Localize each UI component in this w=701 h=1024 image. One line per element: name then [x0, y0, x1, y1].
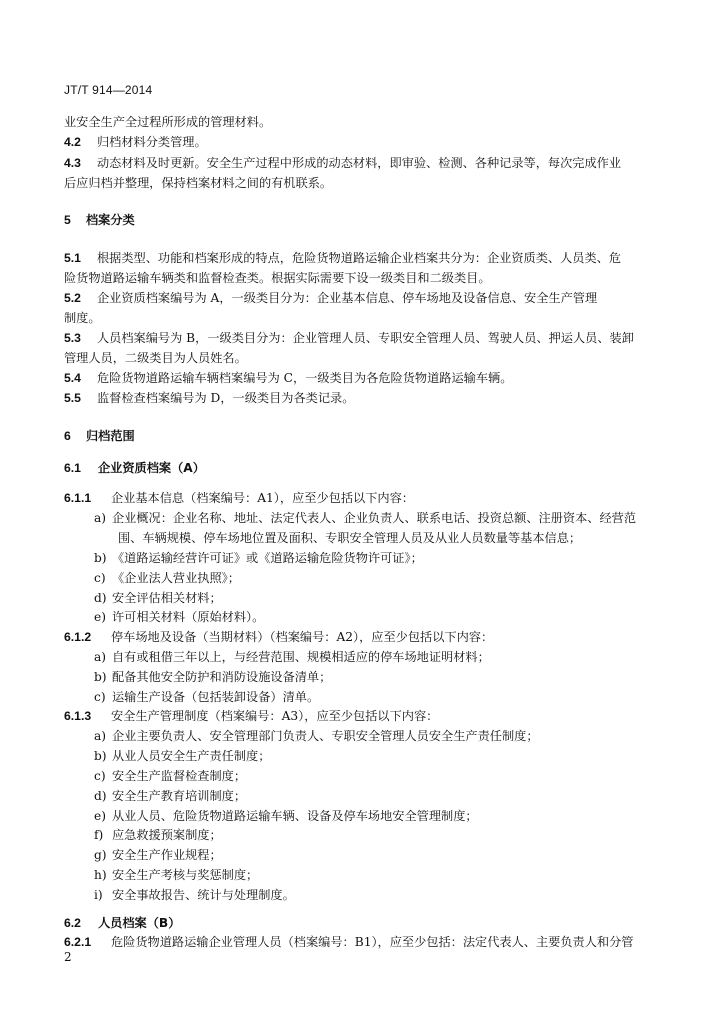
- list-item-e: [94, 808, 478, 824]
- list-text: 应急救援预案制度；: [112, 828, 222, 842]
- clause-5-1: [64, 250, 621, 266]
- clause-continuation: 险货物道路运输车辆类和监督检查类。根据实际需要下设一级类目和二级类目。: [64, 271, 491, 285]
- list-item-continuation: 围、车辆规模、停车场地位置及面积、专职安全管理人员及从业人员数量等基本信息；: [118, 531, 582, 545]
- list-label: c): [94, 571, 106, 585]
- section-title: 档案分类: [86, 213, 135, 227]
- list-text: 安全生产监督检查制度；: [112, 769, 247, 783]
- list-label: i): [94, 888, 103, 902]
- subsection-heading-6-2: [64, 915, 180, 931]
- list-text: 企业主要负责人、安全管理部门负责人、专职安全管理人员安全生产责任制度；: [112, 729, 539, 743]
- clause-text: 危险货物道路运输车辆档案编号为 C，一级类目为各危险货物道路运输车辆。: [97, 371, 513, 385]
- clause-5-4: [64, 370, 512, 386]
- list-item-i: [94, 887, 295, 903]
- clause-5-3: [64, 330, 634, 346]
- list-item-a: [94, 649, 490, 665]
- list-text: 从业人员安全生产责任制度；: [112, 749, 271, 763]
- clause-text: 动态材料及时更新。安全生产过程中形成的动态材料，即审验、检测、各种记录等，每次完成作业: [97, 156, 622, 170]
- list-text: 运输生产设备（包括装卸设备）清单。: [112, 690, 320, 704]
- list-label: c): [94, 690, 106, 704]
- list-text: 安全生产作业规程；: [112, 848, 222, 862]
- list-item-c: [94, 570, 240, 586]
- clause-continuation: 管理人员，二级类目为人员姓名。: [64, 351, 247, 365]
- paragraph-line: 业安全生产全过程所形成的管理材料。: [64, 115, 272, 129]
- clause-number: 6.2.1: [64, 935, 92, 949]
- clause-number: 4.3: [64, 156, 81, 170]
- list-text: 安全事故报告、统计与处理制度。: [112, 888, 295, 902]
- list-label: f): [94, 828, 104, 842]
- clause-text: 监督检查档案编号为 D，一级类目为各类记录。: [97, 391, 355, 405]
- clause-number: 4.2: [64, 135, 81, 149]
- list-text: 安全评估相关材料；: [112, 591, 222, 605]
- clause-number: 5.5: [64, 391, 81, 405]
- clause-text: 人员档案编号为 B，一级类目分为：企业管理人员、专职安全管理人员、驾驶人员、押运人员、装卸: [97, 331, 634, 345]
- clause-text: 企业资质档案编号为 A，一级类目分为：企业基本信息、停车场地及设备信息、安全生产管理: [97, 291, 598, 305]
- list-item-c: [94, 689, 319, 705]
- section-title: 人员档案（B）: [98, 916, 181, 930]
- list-item-a: [94, 728, 539, 744]
- clause-4-3: [64, 155, 621, 171]
- list-item-d: [94, 788, 246, 804]
- list-item-c: [94, 768, 246, 784]
- list-label: a): [94, 511, 107, 525]
- list-item-b: [94, 748, 270, 764]
- list-text: 许可相关材料（原始材料）。: [112, 610, 265, 624]
- list-label: e): [94, 809, 106, 823]
- section-number: 5: [64, 213, 71, 227]
- clause-number: 5.1: [64, 251, 81, 265]
- list-label: d): [94, 591, 107, 605]
- list-label: g): [94, 848, 107, 862]
- section-title: 归档范围: [86, 429, 135, 443]
- section-title: 企业资质档案（A）: [98, 461, 205, 475]
- list-label: c): [94, 769, 106, 783]
- list-label: a): [94, 729, 107, 743]
- list-text: 自有或租借三年以上，与经营范围、规模相适应的停车场地证明材料；: [112, 650, 490, 664]
- standard-code-header: JT/T 914—2014: [64, 83, 153, 97]
- list-text: 从业人员、危险货物道路运输车辆、设备及停车场地安全管理制度；: [112, 809, 478, 823]
- list-item-b: [94, 669, 331, 685]
- clause-6-1-3: [64, 708, 438, 724]
- list-text: 安全生产考核与奖惩制度；: [112, 868, 259, 882]
- clause-5-2: [64, 290, 597, 306]
- list-text: 企业概况：企业名称、地址、法定代表人、企业负责人、联系电话、投资总额、注册资本、经营范: [112, 511, 637, 525]
- list-item-g: [94, 847, 222, 863]
- section-heading-6: [64, 428, 135, 444]
- clause-6-1-1: [64, 490, 414, 506]
- list-item-b: [94, 550, 423, 566]
- section-number: 6.2: [64, 916, 81, 930]
- clause-number: 6.1.2: [64, 630, 92, 644]
- list-item-a: [94, 510, 636, 526]
- list-item-d: [94, 590, 222, 606]
- clause-5-5: [64, 390, 354, 406]
- clause-text: 归档材料分类管理。: [97, 135, 207, 149]
- page-number: 2: [64, 950, 72, 964]
- list-text: 《道路运输经营许可证》或《道路运输危险货物许可证》；: [112, 551, 423, 565]
- list-item-e: [94, 609, 264, 625]
- list-item-h: [94, 867, 258, 883]
- clause-number: 6.1.1: [64, 491, 92, 505]
- clause-6-2-1: [64, 934, 634, 950]
- list-item-f: [94, 827, 222, 843]
- list-label: b): [94, 749, 107, 763]
- clause-6-1-2: [64, 629, 493, 645]
- clause-number: 5.3: [64, 331, 81, 345]
- clause-continuation: 制度。: [64, 311, 101, 325]
- clause-4-2: [64, 134, 207, 150]
- clause-number: 5.2: [64, 291, 81, 305]
- list-text: 安全生产教育培训制度；: [112, 789, 247, 803]
- list-label: b): [94, 551, 107, 565]
- list-text: 配备其他安全防护和消防设施设备清单；: [112, 670, 332, 684]
- list-label: d): [94, 789, 107, 803]
- clause-text: 根据类型、功能和档案形成的特点，危险货物道路运输企业档案共分为：企业资质类、人员类、危: [97, 251, 622, 265]
- list-label: h): [94, 868, 107, 882]
- clause-continuation: 后应归档并整理，保持档案材料之间的有机联系。: [64, 176, 333, 190]
- clause-number: 5.4: [64, 371, 81, 385]
- list-label: b): [94, 670, 107, 684]
- list-text: 《企业法人营业执照》；: [112, 571, 240, 585]
- clause-text: 企业基本信息（档案编号：A1），应至少包括以下内容：: [111, 491, 414, 505]
- list-label: e): [94, 610, 106, 624]
- section-number: 6.1: [64, 461, 81, 475]
- clause-text: 停车场地及设备（当期材料）（档案编号：A2），应至少包括以下内容：: [111, 630, 494, 644]
- section-number: 6: [64, 429, 71, 443]
- clause-number: 6.1.3: [64, 709, 92, 723]
- section-heading-5: [64, 212, 135, 228]
- list-label: a): [94, 650, 107, 664]
- subsection-heading-6-1: [64, 460, 205, 476]
- clause-text: 安全生产管理制度（档案编号：A3），应至少包括以下内容：: [111, 709, 439, 723]
- clause-text: 危险货物道路运输企业管理人员（档案编号：B1），应至少包括：法定代表人、主要负责人和分管: [111, 935, 634, 949]
